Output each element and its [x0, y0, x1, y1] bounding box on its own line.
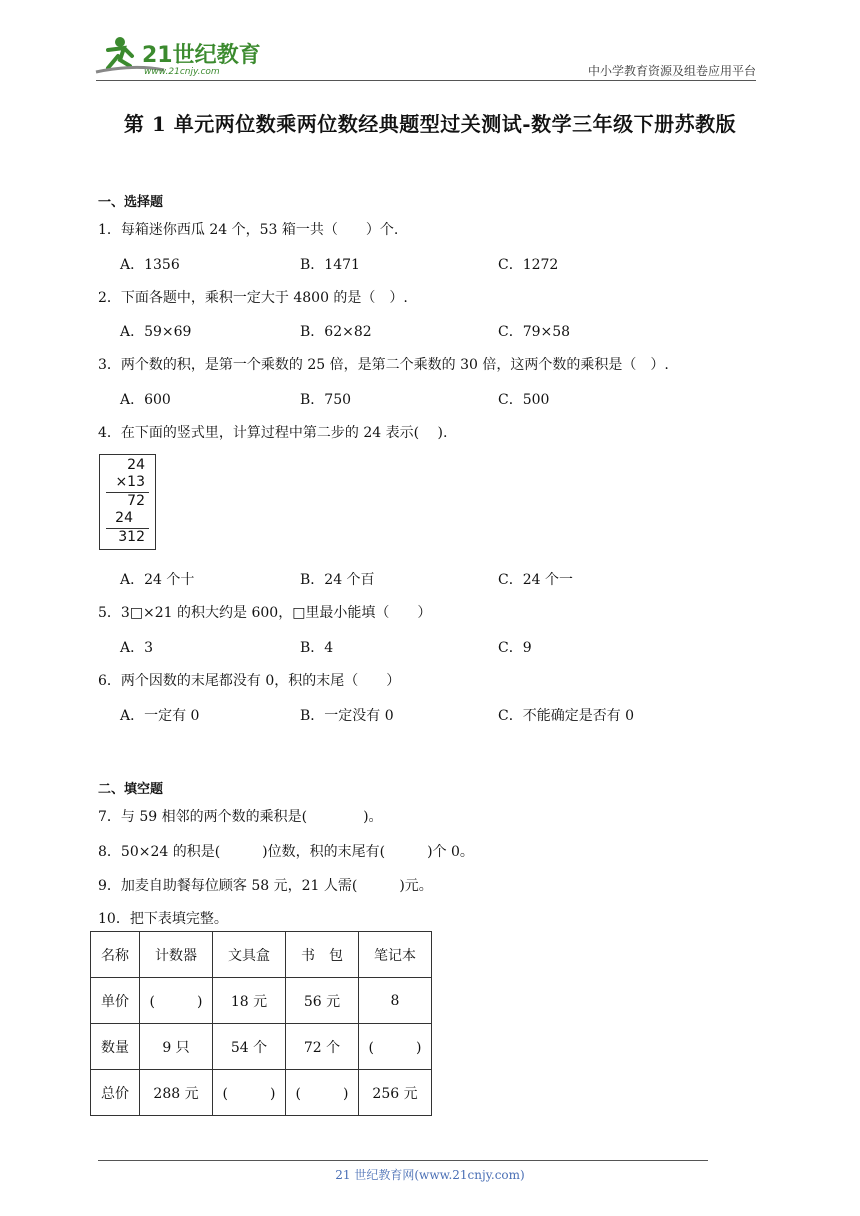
table-cell: 文具盒 — [213, 932, 286, 978]
table-row — [91, 932, 432, 978]
table-row — [91, 1070, 432, 1116]
question-1: 1．每箱迷你西瓜 24 个，53 箱一共（ ）个. — [98, 222, 399, 238]
option-1c: C．1272 — [498, 257, 559, 273]
option-3c: C．500 — [498, 392, 550, 408]
option-4c: C．24 个一 — [498, 572, 573, 588]
table-cell: 288 元 — [140, 1070, 213, 1116]
option-2c: C．79×58 — [498, 324, 571, 340]
table-row — [91, 1024, 432, 1070]
option-5b: B．4 — [300, 640, 334, 656]
question-8: 8．50×24 的积是( )位数，积的末尾有( )个 0。 — [98, 844, 474, 860]
table-cell: ( ) — [286, 1070, 359, 1116]
runner-logo-icon — [94, 34, 264, 78]
table-cell: 总价 — [91, 1070, 140, 1116]
option-1b: B．1471 — [300, 257, 360, 273]
calc-multiplier: ×13 — [115, 474, 145, 490]
table-cell: 9 只 — [140, 1024, 213, 1070]
header-divider — [96, 80, 756, 81]
question-4: 4．在下面的竖式里，计算过程中第二步的 24 表示( ). — [98, 425, 448, 441]
vertical-calculation — [99, 454, 156, 550]
table-cell: 书 包 — [286, 932, 359, 978]
footer-divider — [98, 1160, 708, 1161]
option-2a: A．59×69 — [120, 324, 192, 340]
option-4a: A．24 个十 — [120, 572, 195, 588]
logo-text: 21世纪教育 — [142, 43, 261, 68]
option-6c: C．不能确定是否有 0 — [498, 708, 635, 724]
calc-multiplicand: 24 — [127, 457, 145, 473]
option-4b: B．24 个百 — [300, 572, 375, 588]
question-10: 10．把下表填完整。 — [98, 911, 228, 927]
option-6a: A．一定有 0 — [120, 708, 200, 724]
question-2: 2．下面各题中，乘积一定大于 4800 的是（ ）. — [98, 290, 408, 306]
calc-step-1: 72 — [127, 493, 145, 509]
question-5: 5．3□×21 的积大约是 600，□里最小能填（ ） — [98, 605, 432, 621]
option-3a: A．600 — [120, 392, 171, 408]
table-cell: 56 元 — [286, 978, 359, 1024]
table-cell: 18 元 — [213, 978, 286, 1024]
section-heading-fill: 二、填空题 — [98, 782, 164, 797]
table-cell: 256 元 — [359, 1070, 432, 1116]
section-heading-choice: 一、选择题 — [98, 195, 164, 210]
table-cell: 8 — [359, 978, 432, 1024]
table-cell: 72 个 — [286, 1024, 359, 1070]
question-3: 3．两个数的积，是第一个乘数的 25 倍，是第二个乘数的 30 倍，这两个数的乘积是（ ）. — [98, 357, 669, 373]
platform-label: 中小学教育资源及组卷应用平台 — [587, 64, 756, 78]
logo-url: www.21cnjy.com — [144, 67, 220, 77]
price-table — [90, 931, 432, 1116]
table-row — [91, 978, 432, 1024]
table-cell: 计数器 — [140, 932, 213, 978]
question-9: 9．加麦自助餐每位顾客 58 元，21 人需( )元。 — [98, 878, 433, 894]
calc-step-2: 24 — [115, 510, 133, 526]
table-cell: 笔记本 — [359, 932, 432, 978]
table-cell: ( ) — [359, 1024, 432, 1070]
option-1a: A．1356 — [120, 257, 180, 273]
table-cell: ( ) — [140, 978, 213, 1024]
page-title: 第 1 单元两位数乘两位数经典题型过关测试-数学三年级下册苏教版 — [123, 112, 737, 136]
table-cell: 54 个 — [213, 1024, 286, 1070]
question-7: 7．与 59 相邻的两个数的乘积是( )。 — [98, 809, 383, 825]
option-2b: B．62×82 — [300, 324, 372, 340]
site-logo — [94, 34, 264, 78]
question-6: 6．两个因数的末尾都没有 0，积的末尾（ ） — [98, 673, 401, 689]
table-cell: 名称 — [91, 932, 140, 978]
option-6b: B．一定没有 0 — [300, 708, 394, 724]
option-3b: B．750 — [300, 392, 352, 408]
option-5c: C．9 — [498, 640, 532, 656]
footer-link[interactable]: 21 世纪教育网(www.21cnjy.com) — [335, 1168, 525, 1182]
table-cell: 数量 — [91, 1024, 140, 1070]
table-cell: 单价 — [91, 978, 140, 1024]
table-cell: ( ) — [213, 1070, 286, 1116]
calc-result: 312 — [118, 529, 145, 545]
option-5a: A．3 — [120, 640, 154, 656]
